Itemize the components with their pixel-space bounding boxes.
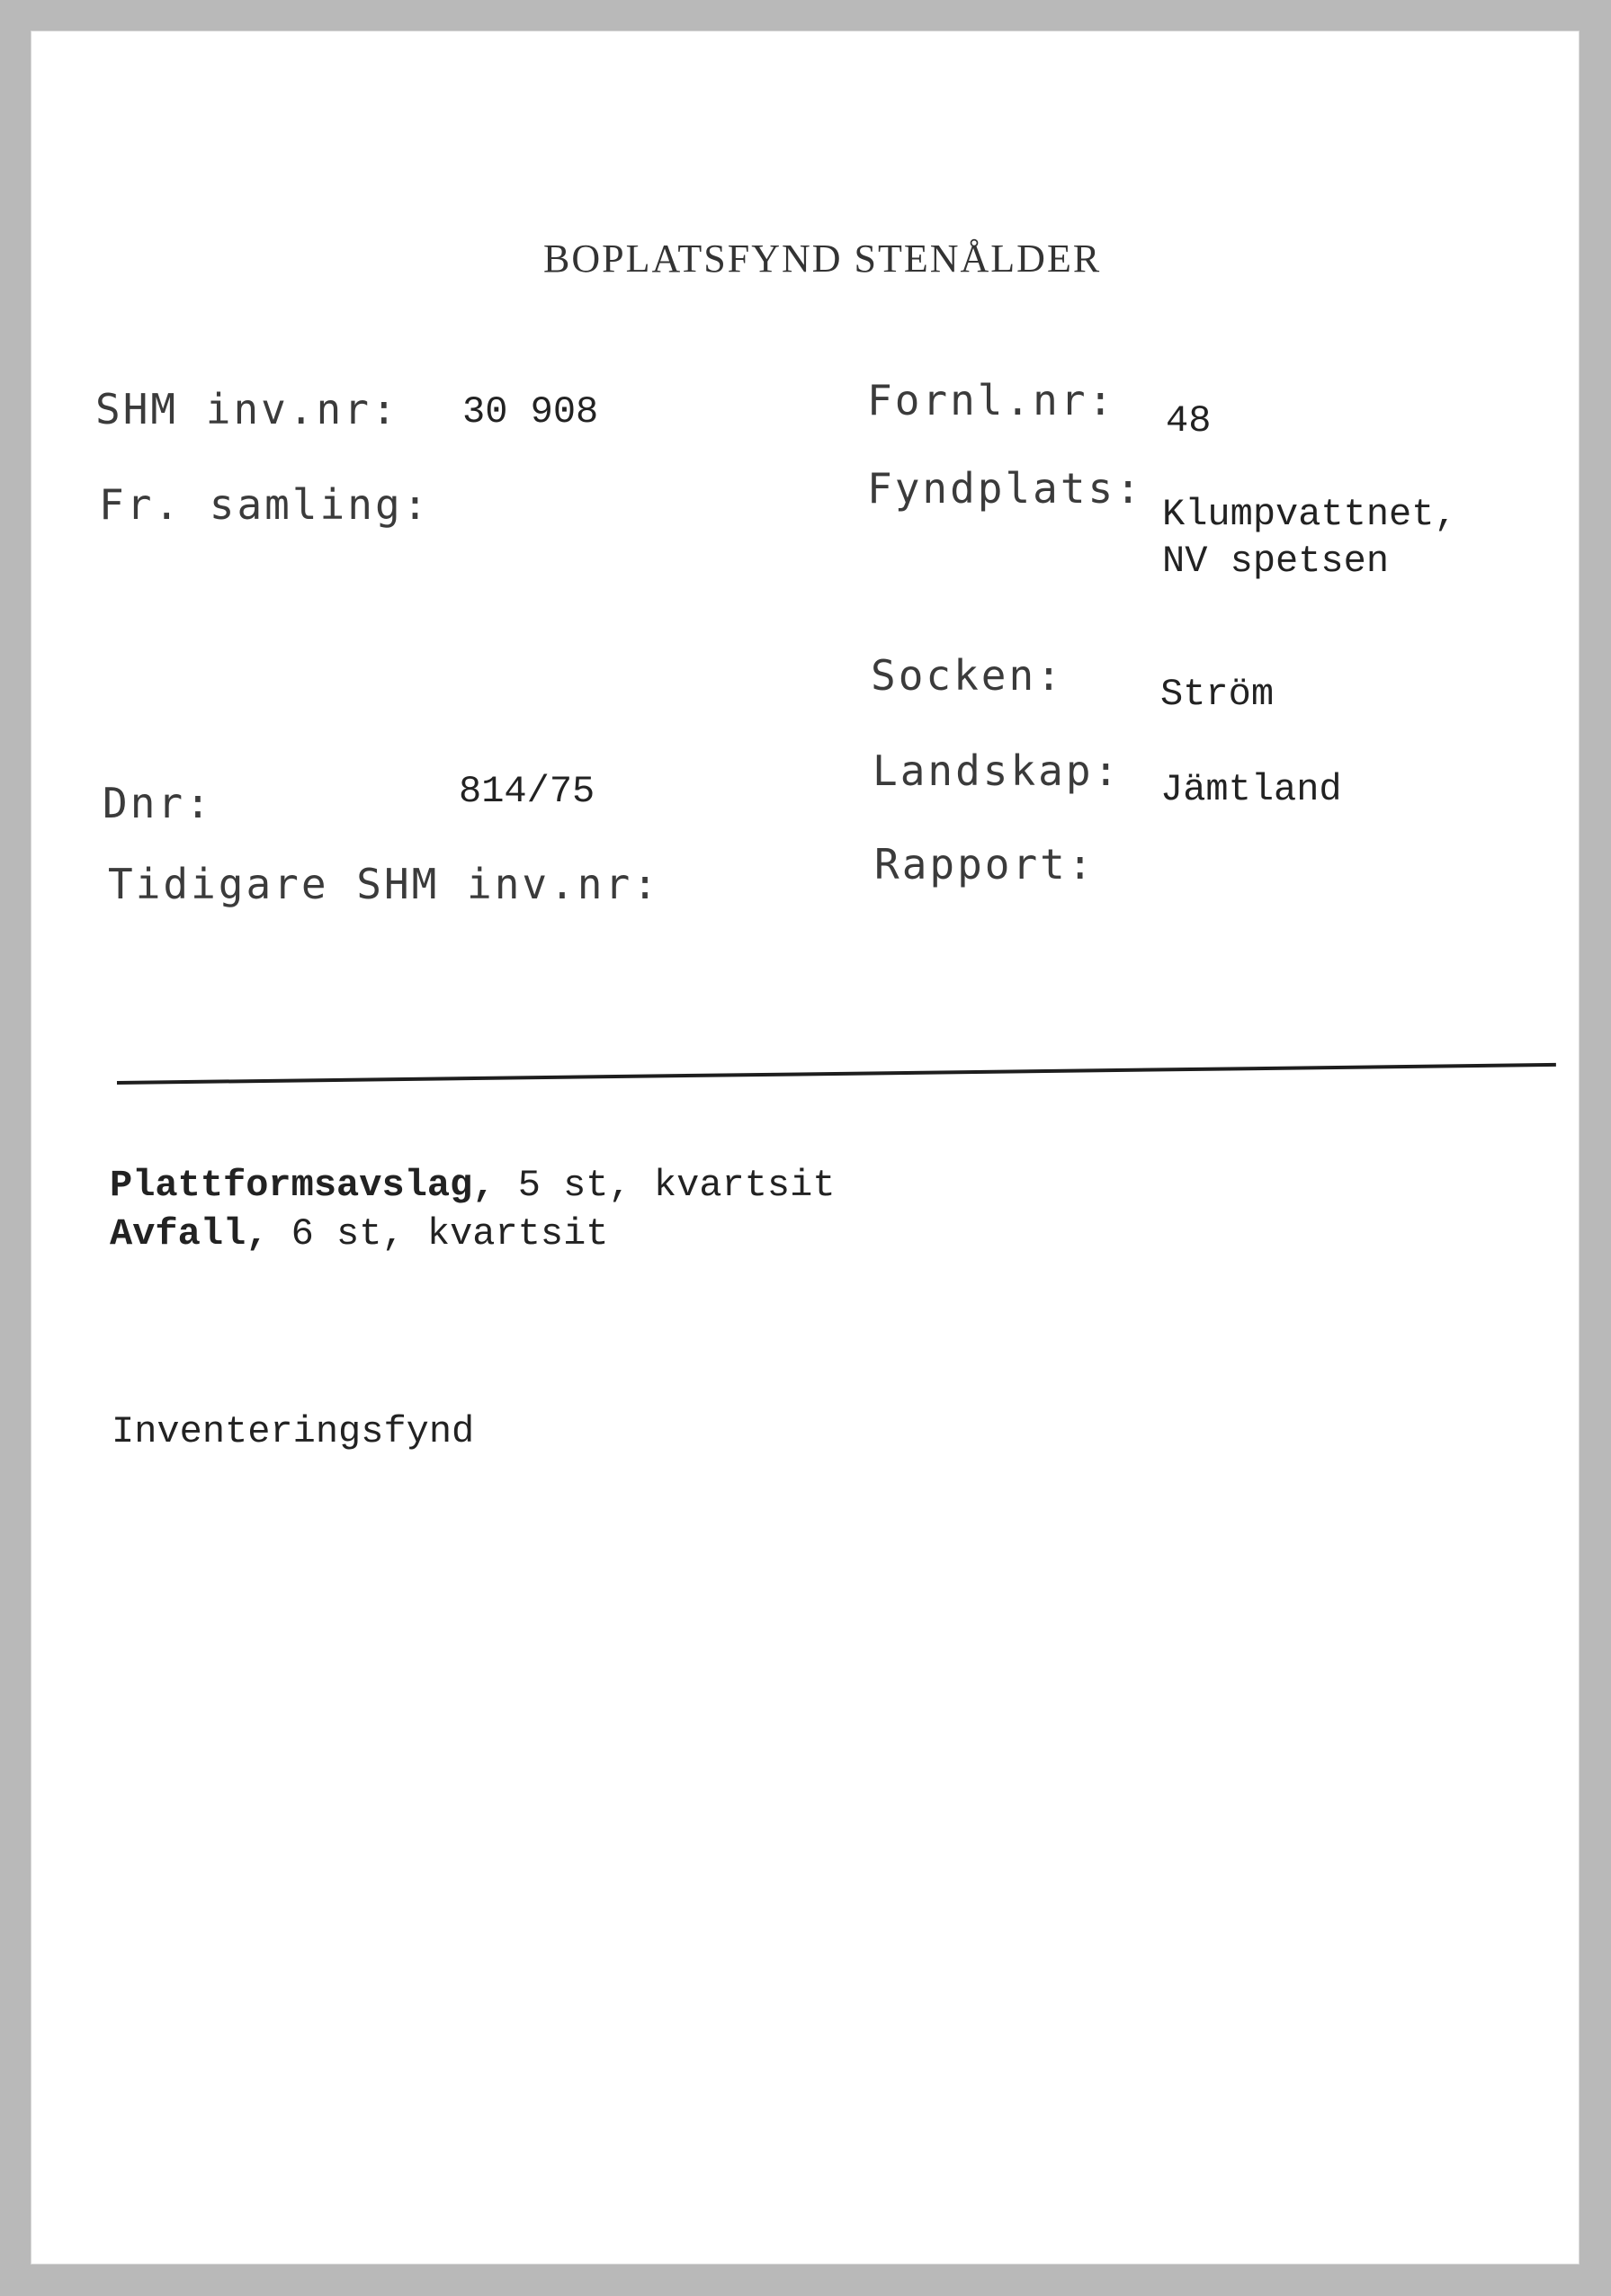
card-title: BOPLATSFYND STENÅLDER [543, 237, 1102, 281]
shm-inv-nr-label: SHM inv.nr: [95, 385, 399, 433]
dnr-label: Dnr: [103, 779, 213, 827]
find-2-name: Avfall, [110, 1212, 269, 1255]
note: Inventeringsfynd [112, 1410, 475, 1453]
socken-value: Ström [1160, 673, 1275, 716]
fyndplats-value-line2: NV spetsen [1162, 540, 1390, 583]
fyndplats-value-line1: Klumpvattnet, [1162, 493, 1457, 536]
landskap-value: Jämtland [1160, 768, 1342, 811]
fornl-nr-label: Fornl.nr: [867, 376, 1116, 424]
tidigare-shm-label: Tidigare SHM inv.nr: [108, 860, 660, 908]
find-2-detail: 6 st, kvartsit [268, 1212, 609, 1255]
divider-line [117, 1063, 1556, 1085]
dnr-value: 814/75 [459, 770, 595, 813]
shm-inv-nr-value: 30 908 [462, 390, 599, 433]
fyndplats-label: Fyndplats: [867, 464, 1143, 513]
find-line-2 [110, 1212, 609, 1255]
fornl-nr-value: 48 [1166, 399, 1212, 442]
rapport-label: Rapport: [874, 840, 1096, 889]
catalog-card [31, 31, 1580, 2265]
landskap-label: Landskap: [873, 746, 1122, 795]
find-1-detail: 5 st, kvartsit [495, 1164, 836, 1207]
socken-label: Socken: [871, 651, 1064, 700]
find-line-1 [110, 1164, 836, 1207]
find-1-name: Plattformsavslag, [110, 1164, 496, 1207]
fr-samling-label: Fr. samling: [99, 480, 431, 529]
